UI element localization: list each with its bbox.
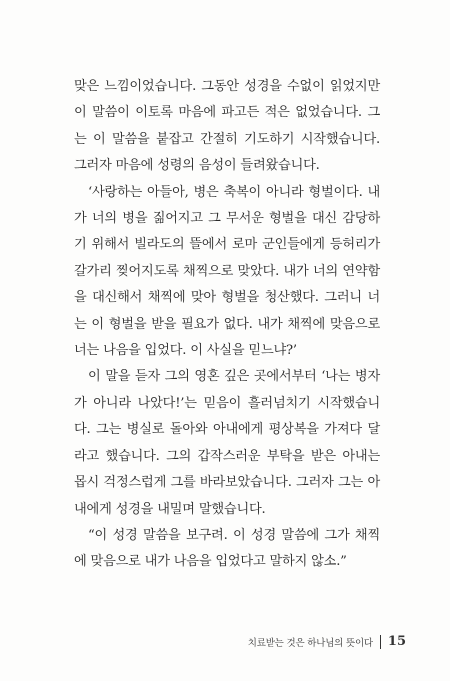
page-number: 15 xyxy=(387,634,406,649)
footer-divider xyxy=(380,635,381,649)
paragraph-1: 맞은 느낌이었습니다. 그동안 성경을 수없이 읽었지만 이 말씀이 이토록 마음에 파고든 적은 없었습니다. 그는 이 말씀을 붙잡고 간절히 기도하기 시작했습니다. 그러자 마음에 성령의 음성이 들려왔습니다. xyxy=(74,79,380,174)
body-text xyxy=(74,74,380,576)
paragraph-3: 이 말을 듣자 그의 영혼 깊은 곳에서부터 ‘나는 병자가 아니라 나았다!’는 믿음이 흘러넘치기 시작했습니다. 그는 병실로 돌아와 아내에게 평상복을 가져다 달라고 했습니다. 그의 갑작스러운 부탁을 받은 아내는 몹시 걱정스럽게 그를 바라보았습니다. 그러자 그는 아내에게 성경을 내밀며 말했습니다. xyxy=(74,369,380,517)
paragraph-2: ‘사랑하는 아들아, 병은 축복이 아니라 형벌이다. 내가 너의 병을 짊어지고 그 무서운 형벌을 대신 감당하기 위해서 빌라도의 뜰에서 로마 군인들에게 등허리가 갈가리 찢어지도록 채찍으로 맞았다. 내가 너의 연약함을 대신해서 채찍에 맞아 형벌을 청산했다. 그러니 너는 이 형벌을 받을 필요가 없다. 내가 채찍에 맞음으로 너는 나음을 입었다. 이 사실을 믿느냐?’ xyxy=(74,184,380,359)
page-footer xyxy=(248,634,406,649)
running-title: 치료받는 것은 하나님의 뜻이다 xyxy=(247,637,373,649)
paragraph-4: “이 성경 말씀을 보구려. 이 성경 말씀에 그가 채찍에 맞음으로 내가 나음을 입었다고 말하지 않소.” xyxy=(74,527,380,570)
